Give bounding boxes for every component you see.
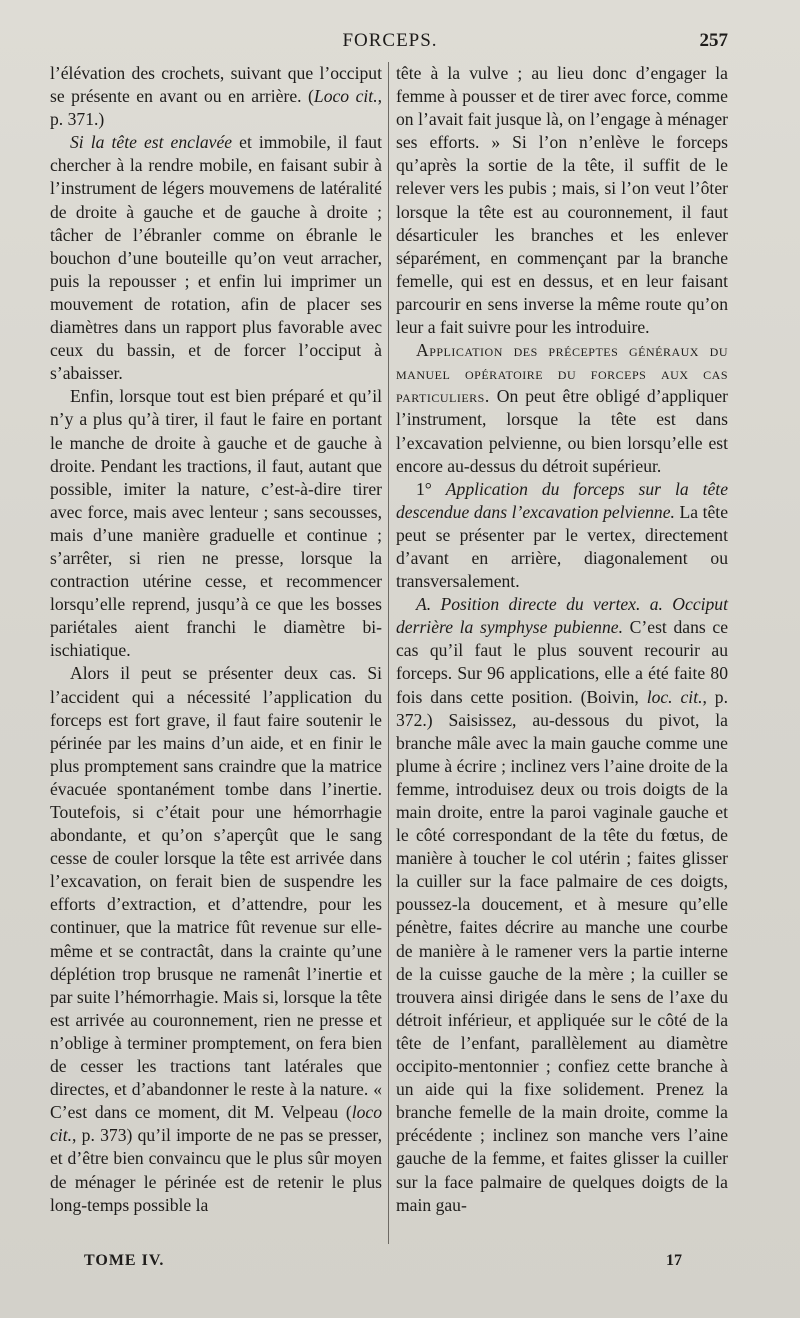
body-text: , p. 373) qu’il importe de ne pas se presser, et d’être bien convaincu que le plus sûr moyen de ménager le périnée est de retenir le plus long-temps possible la — [50, 1125, 382, 1215]
body-text: , p. 371.) — [50, 86, 382, 130]
body-text: C’est dans ce cas qu’il faut le plus souvent recourir au forceps. Sur 96 applications, elle a été faite 80 fois dans cette position. (Boivin, — [396, 617, 728, 707]
paragraph — [50, 662, 382, 1216]
italic-text: loc. cit. — [646, 686, 703, 707]
paragraph — [50, 62, 382, 131]
body-text: 1° — [416, 478, 446, 499]
running-title: FORCEPS. — [342, 30, 438, 51]
italic-text: Application du forceps sur la tête descendue dans l’excavation pelvienne. — [396, 478, 728, 522]
italic-text: A. Position directe du vertex. a. Occiput derrière la symphyse pubienne. — [396, 594, 728, 638]
column-divider — [388, 62, 389, 1244]
italic-text: loco cit. — [50, 1102, 382, 1146]
signature-mark: 17 — [666, 1252, 682, 1269]
paragraph — [50, 385, 382, 662]
body-text: On peut être obligé d’appliquer l’instrument, lorsque la tête est dans l’excavation pelvienne, ou bien lorsqu’elle est encore au-dessus du détroit supérieur. — [396, 386, 728, 476]
body-text: Alors il peut se présenter deux cas. Si l’accident qui a nécessité l’application du forceps est fort grave, il faut faire soutenir le périnée par les mains d’un aide, et en finir le plus promptement sans craindre que la matrice évacuée spontanément tombe dans l’inertie. Toutefois, si c’était pour une hémorrhagie abondante, et qu’on s’aperçût que le sang cesse de couler lorsque la tête est arrivée dans l’excavation, on ferait bien de suspendre les efforts d’extraction, et d’attendre, pour les continuer, que la matrice fût revenue sur elle-même et se contractât, dans la crainte qu’une déplétion trop brusque ne ramenât l’inertie et par suite l’hémorrhagie. Mais si, lorsque la tête est arrivée au couronnement, rien ne presse et n’oblige à terminer promptement, on fera bien de cesser les tractions tant latérales que directes, et d’abandonner le reste à la nature. « C’est dans ce moment, dit M. Velpeau ( — [50, 663, 382, 1123]
paragraph — [396, 478, 728, 593]
body-text: Enfin, lorsque tout est bien préparé et qu’il n’y a plus qu’à tirer, il faut le faire en portant le manche de droite à gauche et de gauche à droite. Pendant les tractions, il faut, autant que possible, imiter la nature, c’est-à-dire tirer avec force, mais avec lenteur ; sans secousses, mais d’une manière graduelle et continue ; s’arrêter, si rien ne presse, lorsque la contraction utérine cesse, et recommencer lorsqu’elle reprend, jusqu’à ce que les bosses pariétales aient franchi le diamètre bi-ischiatique. — [50, 386, 382, 661]
paragraph — [396, 593, 728, 1217]
paragraph — [396, 339, 728, 478]
volume-label: TOME IV. — [84, 1252, 165, 1269]
italic-text: Loco cit. — [313, 86, 378, 107]
running-header — [52, 30, 728, 60]
right-column — [396, 62, 728, 1217]
paragraph — [50, 131, 382, 385]
body-text: et immobile, il faut chercher à la rendre mobile, en faisant subir à l’instrument de légers mouvemens de latéralité de droite à gauche et de gauche à droite ; tâcher de l’ébranler comme on ébranle le bouchon d’une bouteille qu’on veut arracher, puis la repousser ; et enfin lui imprimer un mouvement de rotation, afin de placer ses diamètres dans un rapport plus favorable avec ceux du bassin, et de forcer l’occiput à s’abaisser. — [50, 132, 382, 384]
smallcaps-heading: Application des préceptes généraux du manuel opératoire du forceps aux cas particuliers. — [396, 340, 728, 407]
body-text: , p. 372.) Saisissez, au-dessous du pivot, la branche mâle avec la main gauche comme une plume à écrire ; inclinez vers l’aine droite de la femme, introduisez deux ou trois doigts de la main droite, entre la paroi vaginale gauche et le côté correspondant de la tête du fœtus, de manière à toucher le col utérin ; faites glisser la cuiller sur la face palmaire de ces doigts, poussez-la doucement, et à mesure qu’elle pénètre, faites décrire au manche une courbe de manière à le ramener vers la partie interne de la cuisse gauche de la mère ; la cuiller se trouvera ainsi dirigée dans le sens de l’axe du détroit inférieur, et appliquée sur le côté de la tête de l’enfant, parallèlement au diamètre occipito-mentonnier ; confiez cette branche à un aide qui la fixe solidement. Prenez la branche femelle de la main droite, comme la précédente ; inclinez son manche vers l’aine gauche de la femme, et faites glisser la cuiller sur la face palmaire de quelques doigts de la main gau- — [396, 686, 728, 1215]
body-text: l’élévation des crochets, suivant que l’occiput se présente en avant ou en arrière. ( — [50, 63, 382, 107]
page-number: 257 — [699, 30, 728, 51]
body-text: tête à la vulve ; au lieu donc d’engager la femme à pousser et de tirer avec force, comme on l’avait fait jusque là, on l’engage à ménager ses efforts. » Si l’on n’enlève le forceps qu’après la sortie de la tête, il suffit de le relever vers les pubis ; mais, si l’on veut l’ôter lorsque la tête est au couronnement, il faut désarticuler les branches et les enlever séparément, en commençant par la branche femelle, qui est en dessus, et en leur faisant parcourir en sens inverse la même route qu’on leur a fait suivre pour les introduire. — [396, 63, 728, 338]
italic-text: Si la tête est enclavée — [70, 132, 233, 153]
left-column — [50, 62, 382, 1217]
paragraph — [396, 62, 728, 339]
page-footer — [52, 1252, 728, 1278]
body-text: La tête peut se présenter par le vertex, directement d’avant en arrière, diagonalement ou transversalement. — [396, 501, 729, 592]
